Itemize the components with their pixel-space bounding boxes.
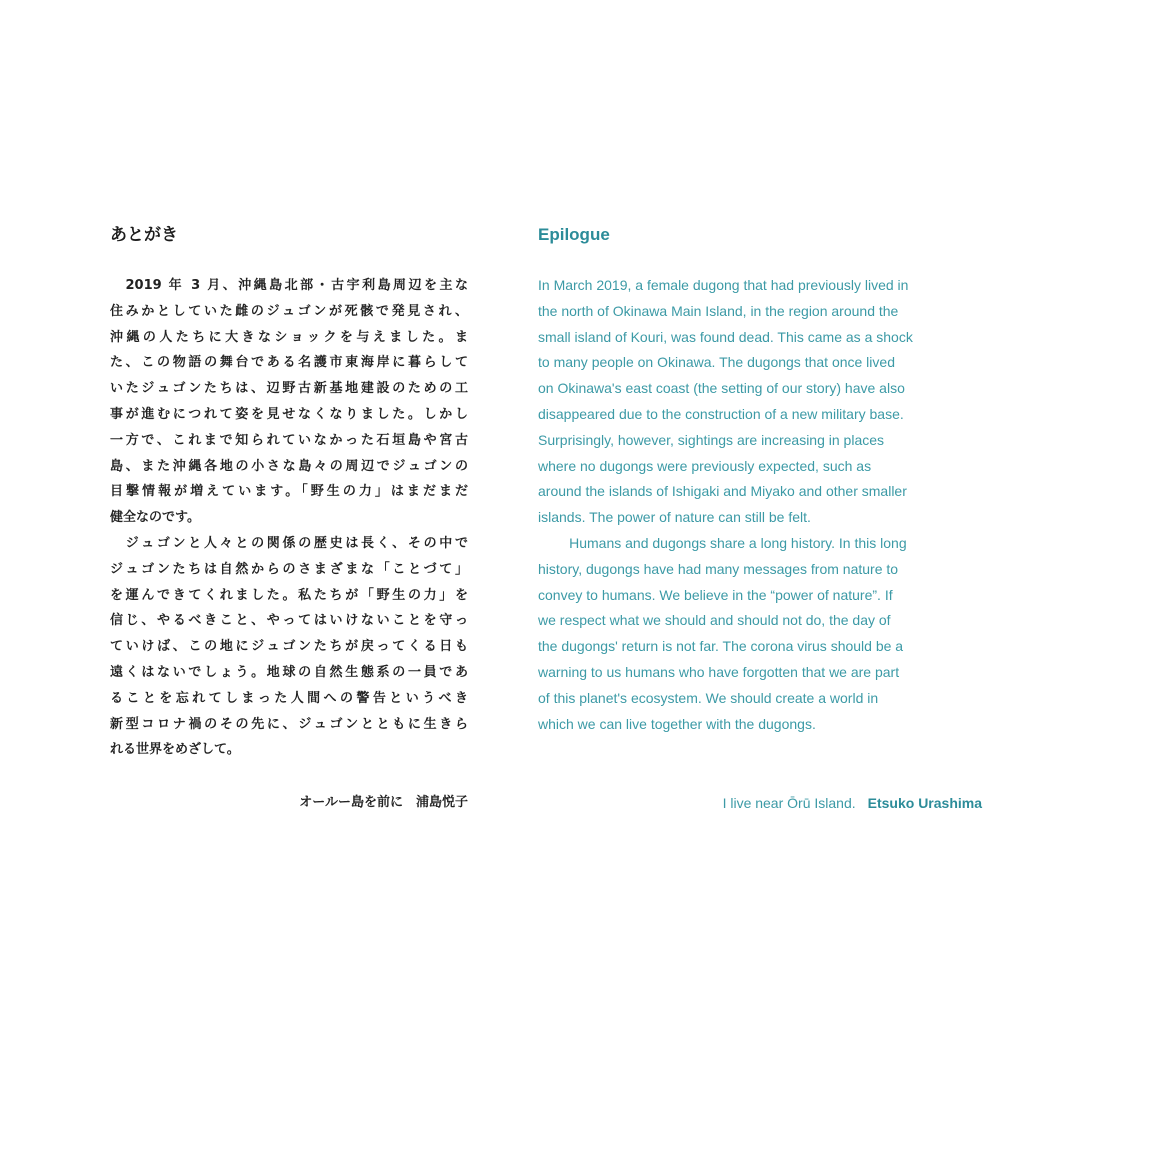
english-text-line: on Okinawa's east coast (the setting of our story) have also [538, 380, 905, 397]
japanese-text-line: 住みかとしていた雌のジュゴンが死骸で発見され、 [110, 303, 468, 319]
japanese-text-line: 2019 年 3 月、沖縄島北部・古宇利島周辺を主な [110, 278, 468, 293]
english-text-line: to many people on Okinawa. The dugongs that once lived [538, 354, 895, 371]
japanese-text-line: れる世界をめざして。 [110, 742, 240, 758]
signature-name: Etsuko Urashima [867, 795, 982, 811]
english-text-line: which we can live together with the dugongs. [538, 715, 816, 732]
english-text-line: convey to humans. We believe in the “power of nature”. If [538, 586, 893, 603]
japanese-column [110, 222, 468, 810]
japanese-body [110, 273, 468, 763]
english-body [538, 273, 990, 737]
japanese-text-line: 健全なのです。 [110, 510, 200, 526]
signature-place: I live near Ōrū Island. [722, 795, 856, 811]
japanese-text-line: ジュゴンたちは自然からのさまざまな「ことづて」 [110, 561, 468, 577]
english-text-line: warning to us humans who have forgotten that we are part [538, 663, 900, 680]
english-text-line: Surprisingly, however, sightings are increasing in places [538, 431, 885, 448]
japanese-text-line: を運んできてくれました。私たちが「野生の力」を [110, 587, 468, 603]
japanese-text-line: 目撃情報が増えています。「野生の力」はまだまだ [110, 484, 468, 500]
japanese-text-line: いたジュゴンたちは、辺野古新基地建設のための工 [110, 381, 468, 397]
japanese-text-line: 遠くはないでしょう。地球の自然生態系の一員であ [110, 664, 468, 680]
japanese-text-line: 信じ、やるべきこと、やってはいけないことを守っ [110, 613, 468, 629]
japanese-text-line: ていけば、この地にジュゴンたちが戻ってくる日も [110, 639, 468, 655]
japanese-text-line: ジュゴンと人々との関係の歴史は長く、その中で [110, 535, 468, 551]
english-text-line: disappeared due to the construction of a new military base. [538, 405, 904, 422]
english-text-line: Humans and dugongs share a long history. In this long [538, 534, 907, 551]
english-text-line: small island of Kouri, was found dead. This came as a shock [538, 328, 913, 345]
english-text-line: In March 2019, a female dugong that had previously lived in [538, 277, 909, 293]
japanese-title: あとがき [110, 225, 178, 245]
japanese-text-line: 一方で、これまで知られていなかった石垣島や宮古 [110, 432, 468, 448]
english-text-line: around the islands of Ishigaki and Miyako and other smaller [538, 483, 907, 500]
english-text-line: islands. The power of nature can still be felt. [538, 509, 811, 526]
english-signature [723, 790, 982, 816]
japanese-text-line: た、この物語の舞台である名護市東海岸に暮らして [110, 355, 468, 371]
japanese-text-line: 島、また沖縄各地の小さな島々の周辺でジュゴンの [110, 458, 468, 474]
english-text-line: of this planet's ecosystem. We should create a world in [538, 689, 879, 706]
japanese-text-line: 沖縄の人たちに大きなショックを与えました。ま [110, 329, 468, 345]
english-text-line: the north of Okinawa Main Island, in the region around the [538, 302, 899, 319]
english-text-line: where no dugongs were previously expected, such as [538, 457, 872, 474]
english-column [538, 222, 990, 811]
english-text-line: we respect what we should and should not do, the day of [538, 612, 891, 629]
japanese-text-line: 新型コロナ禍のその先に、ジュゴンとともに生きら [110, 716, 468, 732]
japanese-text-line: 事が進むにつれて姿を見せなくなりました。しかし [110, 406, 468, 422]
japanese-signature: オールー島を前に 浦島悦子 [299, 795, 468, 810]
english-text-line: history, dugongs have had many messages from nature to [538, 560, 899, 577]
english-text-line: the dugongs' return is not far. The corona virus should be a [538, 638, 904, 655]
japanese-text-line: ることを忘れてしまった人間への警告というべき [110, 690, 468, 706]
english-title: Epilogue [538, 225, 610, 244]
